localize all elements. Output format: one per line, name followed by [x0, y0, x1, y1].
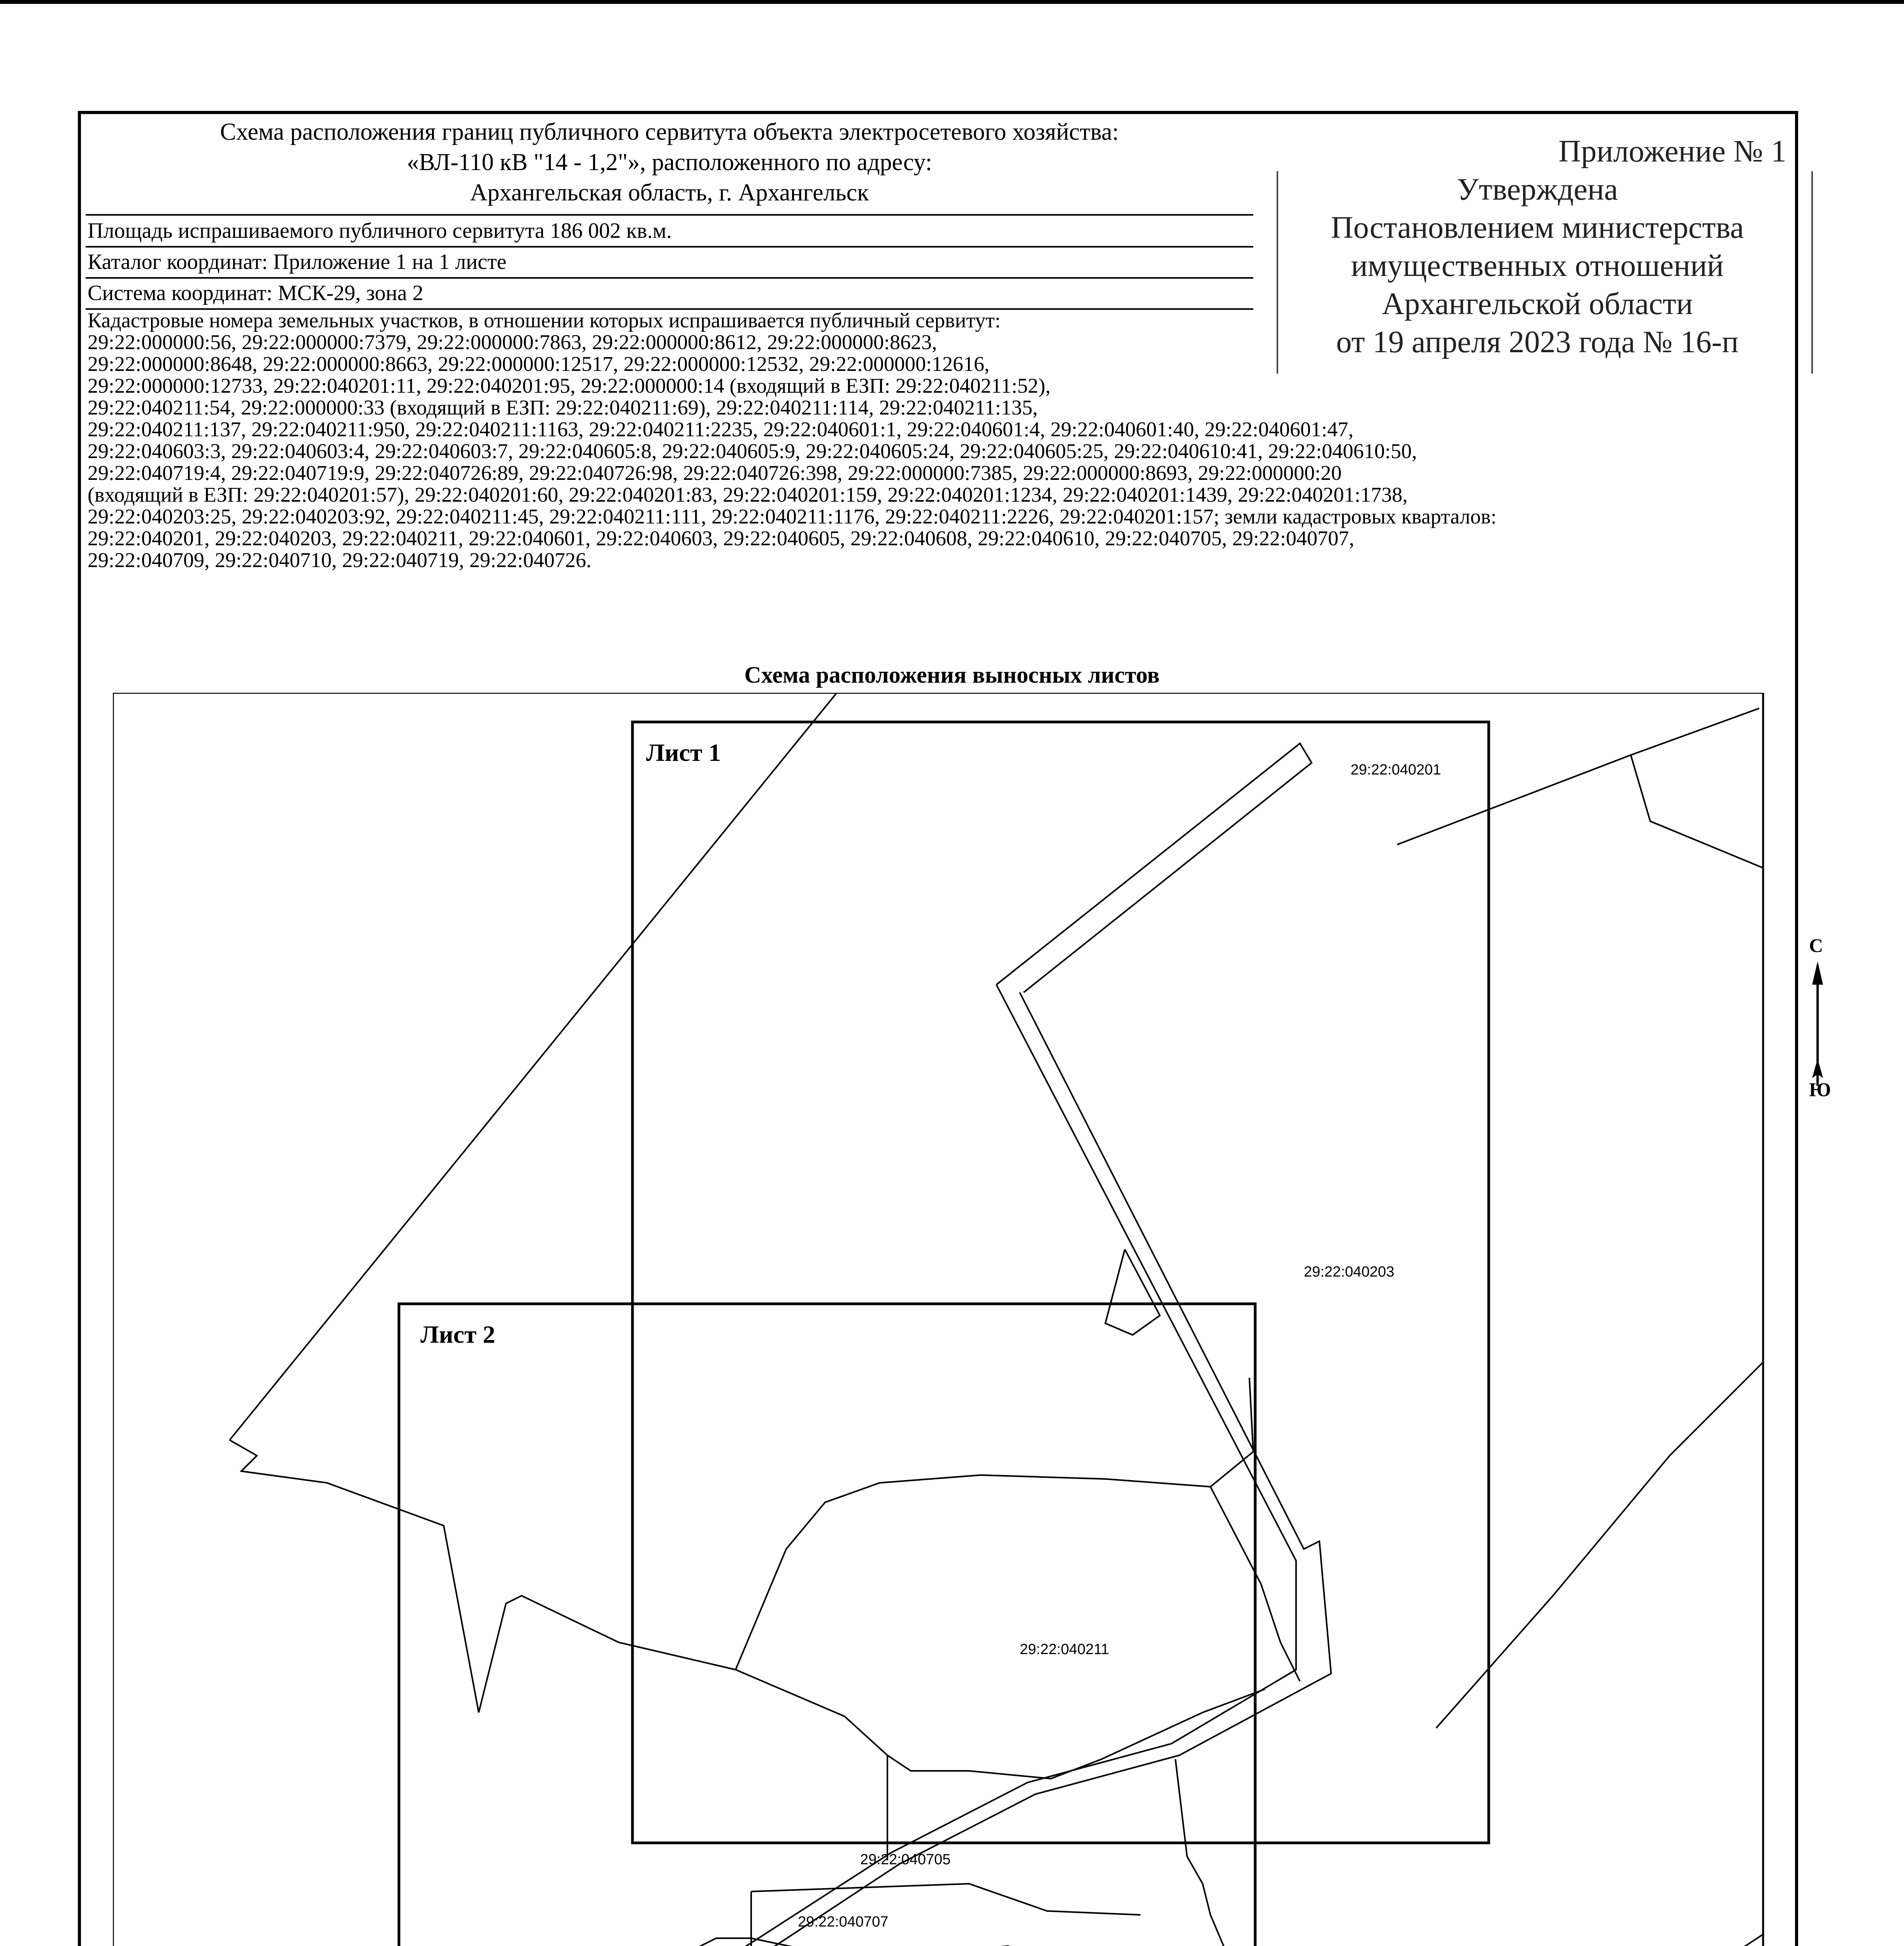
servitude-boundary	[996, 743, 1312, 992]
top-edge-bar	[0, 0, 1904, 4]
quarter-label-040211: 29:22:040211	[1020, 1641, 1109, 1658]
approval-line: Постановлением министерства	[1331, 211, 1744, 245]
cadastral-line: 29:22:040603:3, 29:22:040603:4, 29:22:040603:7, 29:22:040605:8, 29:22:040605:9, 29:22:040605:24, 29:22:040605:25, 29:22:040610:41, 29:22:040610:50,	[88, 439, 1417, 463]
title-underline	[86, 214, 1253, 216]
approval-stamp	[1265, 132, 1810, 361]
quarter-label-040203: 29:22:040203	[1304, 1264, 1395, 1280]
sheet-2-frame	[399, 1304, 1255, 1946]
quarter-boundaries	[230, 693, 1763, 1946]
cadastral-line: 29:22:040203:25, 29:22:040203:92, 29:22:040211:45, 29:22:040211:111, 29:22:040211:1176, 29:22:040211:2226, 29:22:040201:157; земли кадастровых кварталов:	[88, 505, 1497, 528]
coordinate-catalog: Каталог координат: Приложение 1 на 1 листе	[88, 250, 507, 274]
quarter-label-040705: 29:22:040705	[860, 1851, 951, 1868]
servitude-boundary	[1105, 1249, 1160, 1335]
document-title	[86, 117, 1253, 208]
cadastral-line: 29:22:040211:137, 29:22:040211:950, 29:22:040211:1163, 29:22:040211:2235, 29:22:040601:1, 29:22:040601:4, 29:22:040601:40, 29:22:040601:47,	[88, 418, 1354, 441]
cadastral-line: Кадастровые номера земельных участков, в отношении которых испрашивается публичный сервитут:	[88, 309, 1001, 332]
appendix-number: Приложение № 1	[1558, 134, 1786, 169]
cadastral-line: 29:22:040719:4, 29:22:040719:9, 29:22:040726:89, 29:22:040726:98, 29:22:040726:398, 29:22:000000:7385, 29:22:000000:8693, 29:22:000000:20	[88, 461, 1342, 485]
map-title: Схема расположения выносных листов	[744, 662, 1160, 688]
sheet-2-label: Лист 2	[420, 1321, 495, 1348]
cadastral-line: 29:22:000000:12733, 29:22:040201:11, 29:22:040201:95, 29:22:000000:14 (входящий в ЕЗП: 29:22:040211:52),	[88, 374, 1051, 397]
sheet-1-label: Лист 1	[646, 739, 721, 766]
boundary-line	[1631, 755, 1763, 868]
approval-line: от 19 апреля 2023 года № 16-п	[1336, 325, 1739, 359]
cadastral-line: 29:22:040211:54, 29:22:000000:33 (входящий в ЕЗП: 29:22:040211:69), 29:22:040211:114, 29:22:040211:135,	[88, 396, 1038, 419]
sheet-layout-map	[113, 693, 1775, 1946]
map-frame	[113, 693, 1763, 1946]
boundary-line	[1175, 1759, 1763, 1946]
compass-arrow-icon	[1806, 961, 1829, 1090]
boundary-line	[230, 1440, 887, 1860]
cadastral-line: 29:22:000000:8648, 29:22:000000:8663, 29:22:000000:12517, 29:22:000000:12532, 29:22:000000:12616,	[88, 352, 990, 376]
servitude-boundary	[393, 985, 1296, 1946]
boundary-line	[736, 1378, 1253, 1670]
boundary-line	[230, 693, 837, 1440]
cadastral-line: (входящий в ЕЗП: 29:22:040201:57), 29:22:040201:60, 29:22:040201:83, 29:22:040201:159, 29:22:040201:1234, 29:22:040201:1439, 29:22:040201:1738,	[88, 483, 1408, 506]
compass-north-label: С	[1809, 934, 1823, 956]
quarter-label-040707: 29:22:040707	[798, 1914, 889, 1930]
boundary-line	[1436, 1362, 1763, 1728]
info-rule-2	[86, 277, 1253, 279]
approval-line: Архангельской области	[1382, 287, 1693, 321]
quarter-label-040201: 29:22:040201	[1351, 762, 1441, 778]
title-line-3: Архангельская область, г. Архангельск	[470, 179, 869, 206]
info-rule-1	[86, 246, 1253, 248]
boundary-line	[1397, 708, 1759, 845]
servitude-area: Площадь испрашиваемого публичного сервитута 186 002 кв.м.	[88, 219, 672, 243]
sheet-1-frame	[632, 722, 1489, 1843]
cadastral-line: 29:22:040709, 29:22:040710, 29:22:040719, 29:22:040726.	[88, 548, 592, 572]
coordinate-system: Система координат: МСК-29, зона 2	[88, 281, 423, 305]
boundary-line	[887, 1689, 1265, 1779]
title-line-1: Схема расположения границ публичного сервитута объекта электросетевого хозяйства:	[220, 119, 1119, 145]
title-line-2: «ВЛ-110 кВ "14 - 1,2"», расположенного по адресу:	[407, 149, 932, 176]
boundary-line	[669, 1938, 1245, 1946]
cadastral-line: 29:22:000000:56, 29:22:000000:7379, 29:22:000000:7863, 29:22:000000:8612, 29:22:000000:8623,	[88, 330, 937, 354]
boundary-line	[751, 1884, 1140, 1915]
cadastral-line: 29:22:040201, 29:22:040203, 29:22:040211, 29:22:040601, 29:22:040603, 29:22:040605, 29:22:040608, 29:22:040610, 29:22:040705, 29:22:040707,	[88, 527, 1354, 550]
compass-south-label: Ю	[1809, 1078, 1831, 1100]
approval-line: Утверждена	[1456, 172, 1618, 207]
approval-line: имущественных отношений	[1351, 249, 1724, 283]
servitude-boundary	[409, 992, 1331, 1946]
